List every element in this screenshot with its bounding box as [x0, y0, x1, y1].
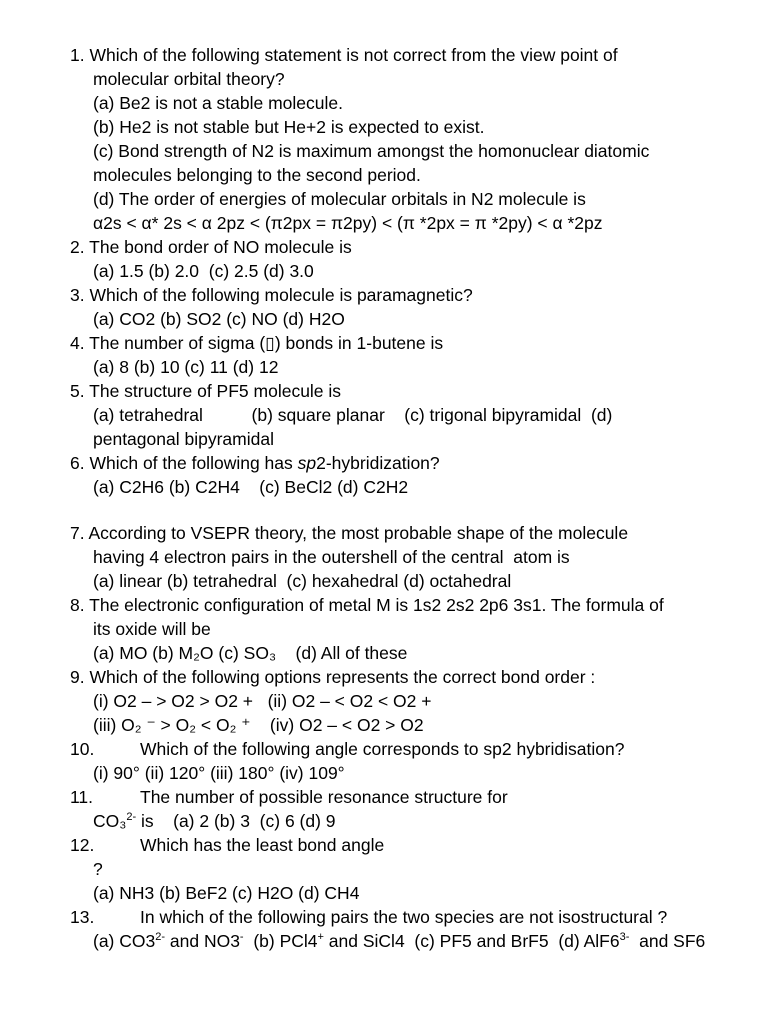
question-11-charge: 2- — [126, 811, 137, 824]
question-6-options: (a) C2H6 (b) C2H4 (c) BeCl2 (d) C2H2 — [93, 477, 409, 497]
question-6-sp: sp — [297, 453, 317, 473]
question-8-stem-cont: its oxide will be — [93, 619, 211, 639]
question-6-stem — [70, 451, 440, 475]
q13-d: and SF6 — [629, 931, 706, 951]
question-1-option-c: (c) Bond strength of N2 is maximum amongst the homonuclear diatomic — [93, 141, 650, 161]
question-2-options: (a) 1.5 (b) 2.0 (c) 2.5 (d) 3.0 — [93, 261, 314, 281]
q13-c: and SiCl4 (c) PF5 and BrF5 (d) AlF6 — [323, 931, 620, 951]
question-1-option-b: (b) He2 is not stable but He+2 is expected to exist. — [93, 117, 485, 137]
q13-a2-charge: - — [239, 931, 244, 944]
q13-a-charge: 2- — [155, 931, 166, 944]
question-13-stem: In which of the following pairs the two species are not isostructural ? — [140, 907, 668, 927]
question-5-options-cont: pentagonal bipyramidal — [93, 429, 274, 449]
question-5-stem: 5. The structure of PF5 molecule is — [70, 381, 342, 401]
question-7-options: (a) linear (b) tetrahedral (c) hexahedral (d) octahedral — [93, 571, 512, 591]
question-13-options — [93, 929, 705, 953]
question-9-options-2: (iii) O₂ ⁻ > O₂ < O₂ ⁺ (iv) O2 – < O2 > O2 — [93, 715, 424, 735]
question-11-formula: CO₃ — [93, 811, 127, 831]
question-3-options: (a) CO2 (b) SO2 (c) NO (d) H2O — [93, 309, 345, 329]
question-11-stem: The number of possible resonance structure for — [140, 787, 508, 807]
q13-a: (a) CO3 — [93, 931, 156, 951]
question-8-stem: 8. The electronic configuration of metal M is 1s2 2s2 2p6 3s1. The formula of — [70, 595, 664, 615]
question-12-question-mark: ? — [93, 859, 103, 879]
question-11-choices: is (a) 2 (b) 3 (c) 6 (d) 9 — [136, 811, 336, 831]
question-12-number: 12. — [70, 835, 95, 855]
q13-d-charge: 3- — [619, 931, 630, 944]
question-10-number: 10. — [70, 739, 95, 759]
question-1-option-c-cont: molecules belonging to the second period. — [93, 165, 421, 185]
question-9-options-1: (i) O2 – > O2 > O2 + (ii) O2 – < O2 < O2 + — [93, 691, 432, 711]
question-1-option-a: (a) Be2 is not a stable molecule. — [93, 93, 343, 113]
question-1-stem-cont: molecular orbital theory? — [93, 69, 285, 89]
question-7-stem-cont: having 4 electron pairs in the outershell of the central atom is — [93, 547, 570, 567]
question-1-option-d-cont: α2s < α* 2s < α 2pz < (π2px = π2py) < (π *2px = π *2py) < α *2pz — [93, 213, 603, 233]
question-3-stem: 3. Which of the following molecule is paramagnetic? — [70, 285, 473, 305]
question-1-stem: 1. Which of the following statement is not correct from the view point of — [70, 45, 618, 65]
question-11-number: 11. — [70, 787, 94, 807]
question-1-option-d: (d) The order of energies of molecular orbitals in N2 molecule is — [93, 189, 586, 209]
question-7-stem: 7. According to VSEPR theory, the most probable shape of the molecule — [70, 523, 629, 543]
question-2-stem: 2. The bond order of NO molecule is — [70, 237, 352, 257]
question-12-stem: Which has the least bond angle — [140, 835, 385, 855]
question-9-stem: 9. Which of the following options represents the correct bond order : — [70, 667, 596, 687]
question-13-number: 13. — [70, 907, 95, 927]
question-6-stem-text: 6. Which of the following has — [70, 453, 298, 473]
question-10-options: (i) 90° (ii) 120° (iii) 180° (iv) 109° — [93, 763, 345, 783]
q13-b-charge: + — [317, 931, 324, 944]
question-4-options: (a) 8 (b) 10 (c) 11 (d) 12 — [93, 357, 279, 377]
question-8-options: (a) MO (b) M₂O (c) SO₃ (d) All of these — [93, 643, 408, 663]
question-6-stem-end: 2-hybridization? — [316, 453, 440, 473]
q13-b: (b) PCl4 — [243, 931, 318, 951]
q13-a2: and NO3 — [165, 931, 240, 951]
question-11-options — [93, 809, 336, 833]
question-10-stem: Which of the following angle corresponds to sp2 hybridisation? — [140, 739, 625, 759]
question-4-stem: 4. The number of sigma (▯) bonds in 1-butene is — [70, 333, 444, 353]
question-5-options: (a) tetrahedral (b) square planar (c) trigonal bipyramidal (d) — [93, 405, 613, 425]
question-12-options: (a) NH3 (b) BeF2 (c) H2O (d) CH4 — [93, 883, 360, 903]
